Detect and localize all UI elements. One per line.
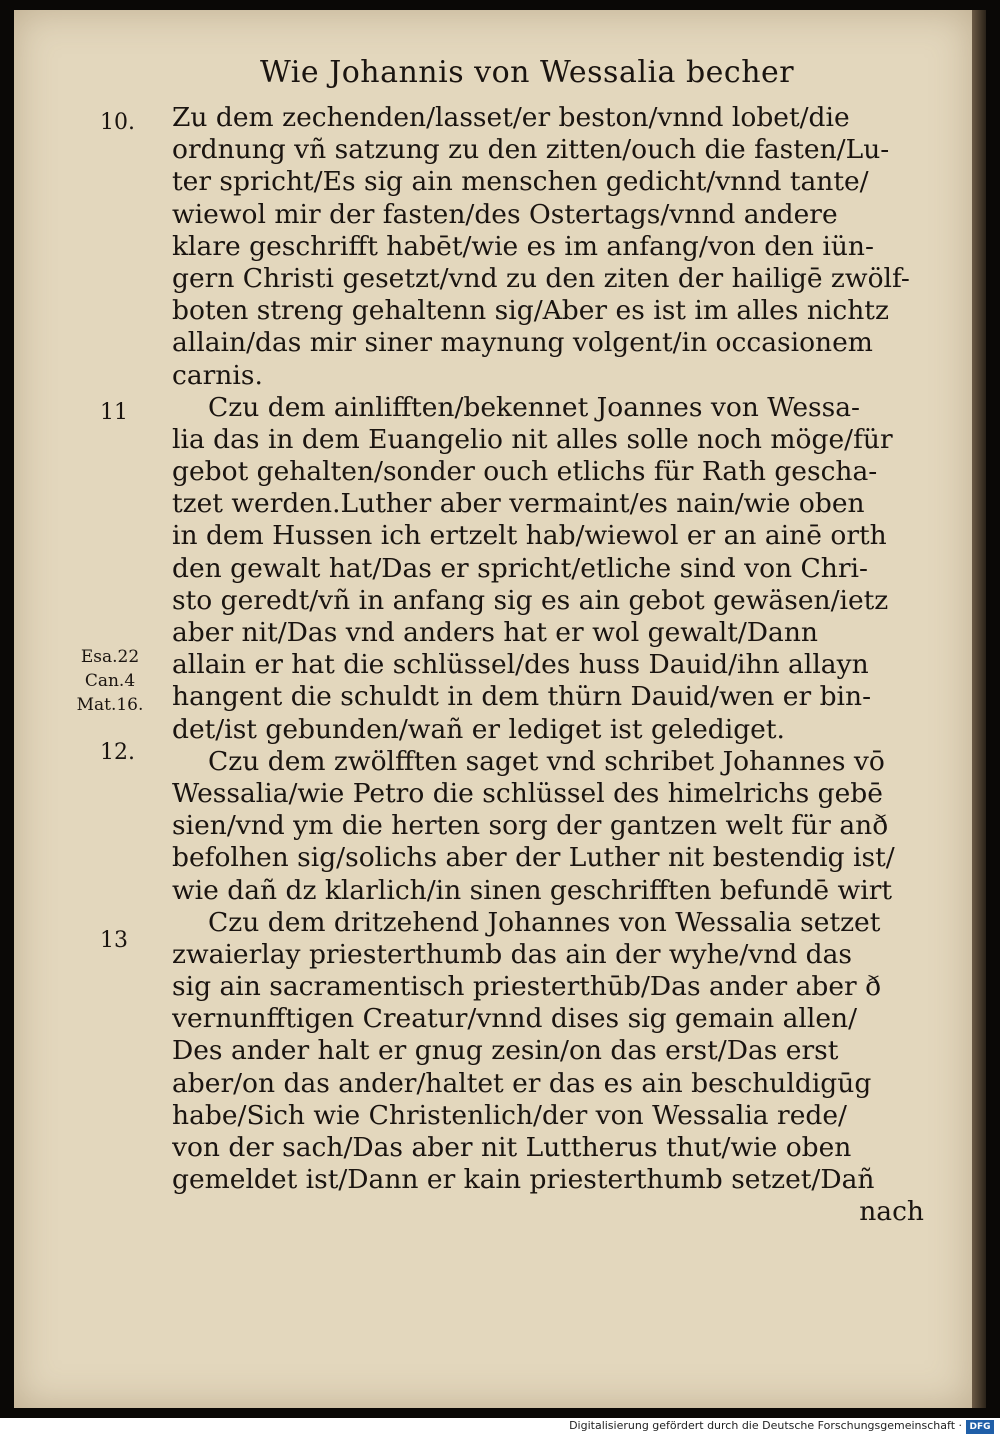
text-line: wie dañ dz klarlich/in sinen geschrifften befundē wirt: [172, 874, 893, 906]
text-line: vernunfftigen Creatur/vnnd dises sig gemain allen/: [172, 1003, 858, 1035]
page-edge: [972, 10, 986, 1408]
text-line: allain er hat die schlüssel/des huss Dauid/ihn allayn: [172, 649, 869, 681]
text-line: Des ander halt er gnug zesin/on das erst/Das erst: [172, 1035, 839, 1067]
text-line: carnis.: [172, 359, 263, 391]
text-line: in dem Hussen ich ertzelt hab/wiewol er an ainē orth: [172, 520, 887, 552]
text-line: Czu dem dritzehend Johannes von Wessalia setzet: [208, 906, 881, 938]
text-line: gemeldet ist/Dann er kain priesterthumb setzet/Dañ: [172, 1164, 875, 1196]
text-line: allain/das mir siner maynung volgent/in occasionem: [172, 327, 873, 359]
text-line: gern Christi gesetzt/vnd zu den ziten der hailigē zwölf-: [172, 262, 910, 294]
text-line: Czu dem ainlifften/bekennet Joannes von Wessa-: [208, 391, 860, 423]
text-line: den gewalt hat/Das er spricht/etliche sind von Chri-: [172, 552, 868, 584]
margin-number-13: 13: [100, 928, 128, 953]
running-head: Wie Johannis von Wessalia becher: [260, 55, 795, 90]
text-line: befolhen sig/solichs aber der Luther nit bestendig ist/: [172, 842, 895, 874]
text-line: det/ist gebunden/wañ er lediget ist gelediget.: [172, 713, 785, 745]
text-line: boten streng gehaltenn sig/Aber es ist im alles nichtz: [172, 295, 889, 327]
margin-number-12: 12.: [100, 740, 135, 765]
text-line: sto geredt/vñ in anfang sig es ain gebot gewäsen/ietz: [172, 584, 889, 616]
text-line: Wessalia/wie Petro die schlüssel des himelrichs gebē: [172, 777, 883, 809]
text-line: gebot gehalten/sonder ouch etlichs für Rath gescha-: [172, 456, 878, 488]
text-line: ordnung vñ satzung zu den zitten/ouch die fasten/Lu-: [172, 134, 890, 166]
margin-ref: Esa.22: [80, 647, 140, 667]
text-line: aber nit/Das vnd anders hat er wol gewalt/Dann: [172, 617, 818, 648]
margin-ref: Can.4: [84, 671, 136, 691]
footer-credit: Digitalisierung gefördert durch die Deutsche Forschungsgemeinschaft ·: [569, 1419, 962, 1432]
text-line: sig ain sacramentisch priesterthūb/Das ander aber ð: [172, 971, 882, 1003]
text-line: klare geschrifft habēt/wie es im anfang/von den iün-: [172, 230, 874, 262]
margin-ref: Mat.16.: [76, 695, 144, 715]
text-line: lia das in dem Euangelio nit alles solle noch möge/für: [172, 423, 893, 455]
text-line: habe/Sich wie Christenlich/der von Wessalia rede/: [172, 1099, 847, 1131]
text-line: hangent die schuldt in dem thürn Dauid/wen er bin-: [172, 681, 872, 713]
text-line: von der sach/Das aber nit Luttherus thut/wie oben: [172, 1132, 852, 1163]
text-line: tzet werden.Luther aber vermaint/es nain/wie oben: [172, 488, 865, 520]
text-line: aber/on das ander/haltet er das es ain beschuldigūg: [172, 1067, 872, 1099]
margin-number-10: 10.: [100, 110, 135, 135]
body-text: [172, 102, 924, 1229]
catchword: nach: [859, 1196, 924, 1228]
text-line: Zu dem zechenden/lasset/er beston/vnnd lobet/die: [172, 102, 850, 133]
text-line: Czu dem zwölfften saget vnd schribet Johannes vō: [208, 745, 885, 777]
margin-number-11: 11: [100, 400, 128, 425]
text-line: sien/vnd ym die herten sorg der gantzen welt für anð: [172, 810, 889, 842]
margin-references: [60, 645, 160, 717]
text-line: zwaierlay priesterthumb das ain der wyhe/vnd das: [172, 938, 853, 970]
text-line: wiewol mir der fasten/des Ostertags/vnnd andere: [172, 198, 838, 230]
dfg-logo: DFG: [966, 1420, 994, 1434]
text-line: ter spricht/Es sig ain menschen gedicht/vnnd tante/: [172, 166, 869, 198]
